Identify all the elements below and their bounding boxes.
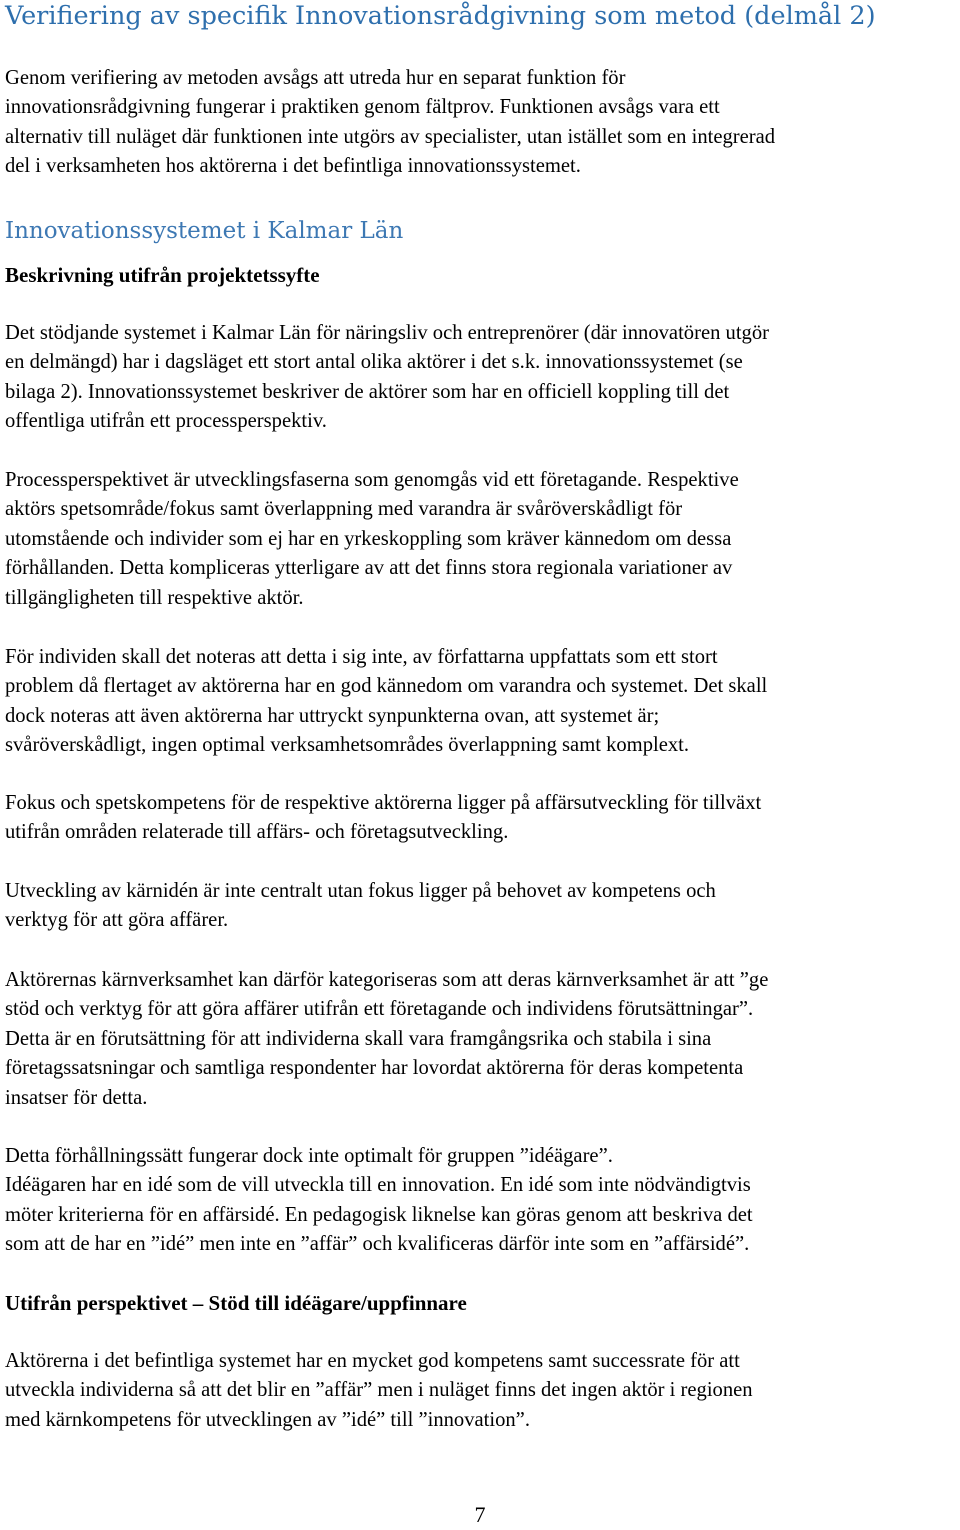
paragraph-line: För individen skall det noteras att detta i sig inte, av författarna uppfattats som ett stort bbox=[5, 646, 718, 668]
paragraph-line: innovationsrådgivning fungerar i praktiken genom fältprov. Funktionen avsågs vara ett bbox=[5, 96, 720, 119]
paragraph-line: Detta är en förutsättning för att individerna skall vara framgångsrika och stabila i sina bbox=[5, 1027, 712, 1050]
paragraph-line: Aktörerna i det befintliga systemet har en mycket god kompetens samt successrate för att bbox=[5, 1350, 740, 1372]
paragraph-line: alternativ till nuläget där funktionen inte utgörs av specialister, utan istället som en integrerad bbox=[5, 125, 776, 148]
paragraph-line: problem då flertaget av aktörerna har en god kännedom om varandra och systemet. Det skall bbox=[5, 675, 768, 698]
main-heading: Verifiering av specifik Innovationsrådgivning som metod (delmål 2) bbox=[5, 1, 876, 31]
paragraph-line: dock noteras att även aktörerna har uttryckt synpunkterna ovan, att systemet är; bbox=[5, 704, 660, 727]
paragraph-line: Idéägaren har en idé som de vill utveckla till en innovation. En idé som inte nödvändigtvis bbox=[5, 1174, 751, 1197]
paragraph-line: utomstående och individer som ej har en yrkeskoppling som kräver kännedom om dessa bbox=[5, 527, 732, 550]
paragraph-5 bbox=[5, 877, 955, 936]
paragraph-line: möter kriterierna för en affärsidé. En pedagogisk liknelse kan göras genom att beskriva det bbox=[5, 1203, 753, 1226]
paragraph-line: en delmängd) har i dagsläget ett stort antal olika aktörer i det s.k. innovationssystemet (se bbox=[5, 351, 743, 374]
subheading-description: Beskrivning utifrån projektetssyfte bbox=[5, 263, 320, 287]
paragraph-line: Detta förhållningssätt fungerar dock inte optimalt för gruppen ”idéägare”. bbox=[5, 1145, 613, 1167]
paragraph-line: som att de har en ”idé” men inte en ”affär” och kvalificeras därför inte som en ”affärsidé”. bbox=[5, 1233, 750, 1256]
paragraph-line: verktyg för att göra affärer. bbox=[5, 909, 229, 932]
paragraph-6 bbox=[5, 966, 955, 1113]
paragraph-line: svåröverskådligt, ingen optimal verksamhetsområdes överlappning samt komplext. bbox=[5, 734, 690, 757]
subheading-perspective: Utifrån perspektivet – Stöd till idéägare/uppfinnare bbox=[5, 1291, 467, 1315]
paragraph-3 bbox=[5, 643, 955, 761]
paragraph-line: utveckla individerna så att det blir en ”affär” men i nuläget finns det ingen aktör i regionen bbox=[5, 1379, 753, 1402]
paragraph-line: stöd och verktyg för att göra affärer utifrån ett företagande och individens förutsättningar”. bbox=[5, 998, 754, 1021]
paragraph-line: del i verksamheten hos aktörerna i det befintliga innovationssystemet. bbox=[5, 155, 581, 178]
paragraph-line: Utveckling av kärnidén är inte centralt utan fokus ligger på behovet av kompetens och bbox=[5, 880, 716, 902]
paragraph-line: med kärnkompetens för utvecklingen av ”idé” till ”innovation”. bbox=[5, 1408, 530, 1431]
paragraph-8 bbox=[5, 1347, 955, 1435]
paragraph-line: utifrån områden relaterade till affärs- och företagsutveckling. bbox=[5, 821, 509, 844]
paragraph-line: Aktörernas kärnverksamhet kan därför kategoriseras som att deras kärnverksamhet är att ”ge bbox=[5, 969, 769, 991]
intro-paragraph bbox=[5, 64, 955, 182]
paragraph-line: företagssatsningar och samtliga respondenter har lovordat aktörerna för deras kompetenta bbox=[5, 1057, 744, 1080]
paragraph-line: Det stödjande systemet i Kalmar Län för näringsliv och entreprenörer (där innovatören utgör bbox=[5, 322, 769, 344]
paragraph-1 bbox=[5, 319, 955, 437]
paragraph-line: aktörs spetsområde/fokus samt överlappning med varandra är svåröverskådligt för bbox=[5, 498, 683, 521]
paragraph-line: förhållanden. Detta kompliceras ytterligare av att det finns stora regionala variationer av bbox=[5, 557, 733, 580]
paragraph-line: tillgängligheten till respektive aktör. bbox=[5, 586, 304, 609]
paragraph-line: insatser för detta. bbox=[5, 1086, 148, 1109]
paragraph-line: bilaga 2). Innovationssystemet beskriver de aktörer som har en officiell koppling till det bbox=[5, 380, 730, 403]
page-number: 7 bbox=[474, 1502, 486, 1527]
paragraph-7 bbox=[5, 1142, 955, 1260]
paragraph-4 bbox=[5, 789, 955, 848]
section-heading: Innovationssystemet i Kalmar Län bbox=[5, 218, 404, 244]
paragraph-line: Fokus och spetskompetens för de respektive aktörerna ligger på affärsutveckling för tillväxt bbox=[5, 792, 762, 814]
paragraph-2 bbox=[5, 466, 955, 613]
paragraph-line: Genom verifiering av metoden avsågs att utreda hur en separat funktion för bbox=[5, 67, 626, 89]
paragraph-line: offentliga utifrån ett processperspektiv. bbox=[5, 410, 327, 433]
paragraph-line: Processperspektivet är utvecklingsfaserna som genomgås vid ett företagande. Respektive bbox=[5, 469, 739, 491]
